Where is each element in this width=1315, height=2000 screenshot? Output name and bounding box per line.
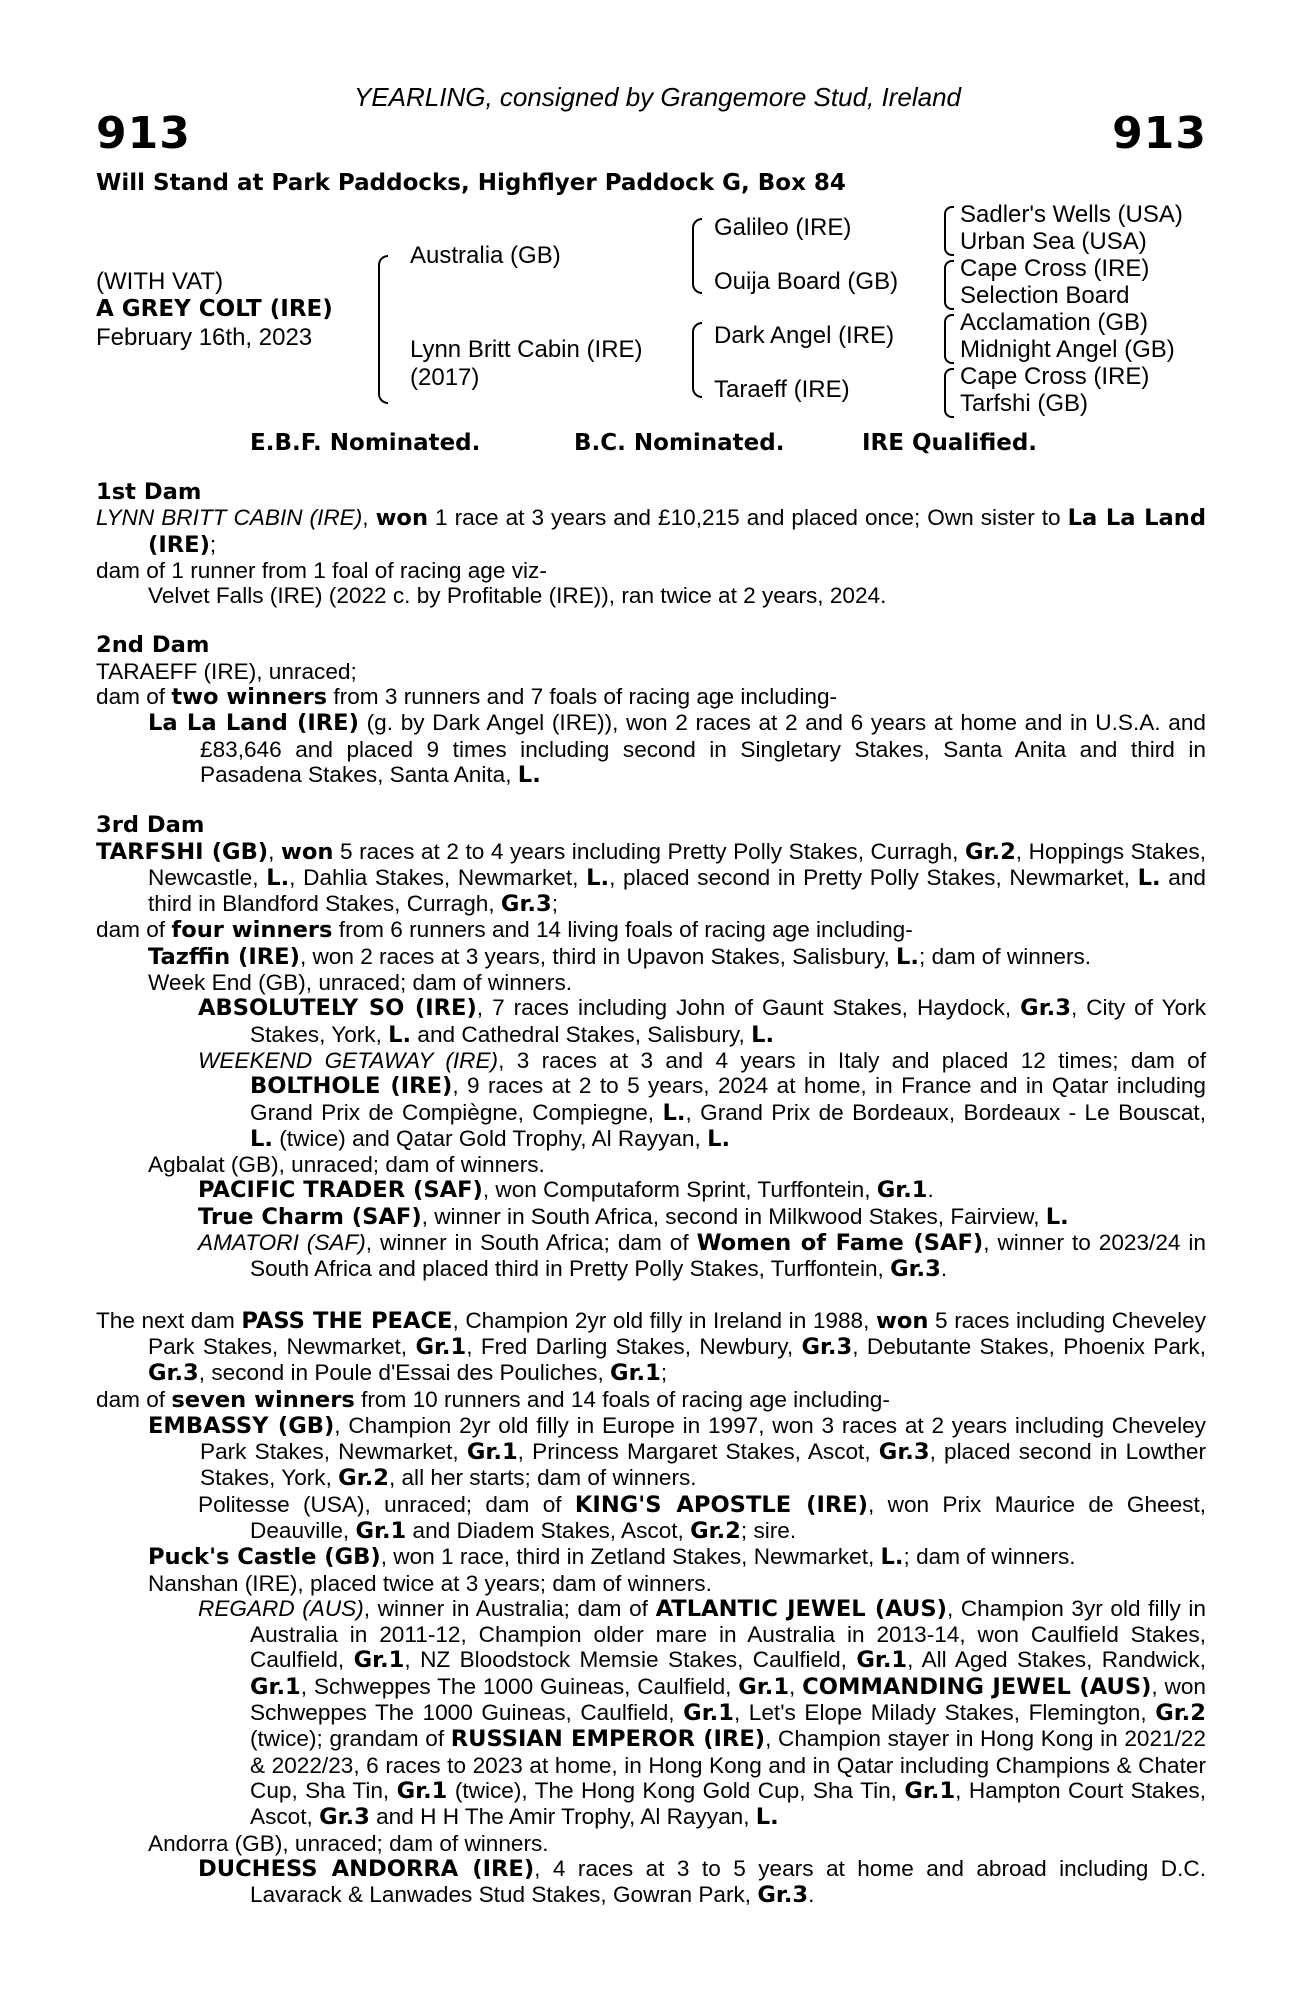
produce-summary: dam of two winners from 3 runners and 7 foals of racing age including-	[96, 684, 838, 711]
catalogue-body	[96, 480, 1206, 1908]
ebf-nomination: E.B.F. Nominated.	[250, 430, 481, 456]
sire-dam: Ouija Board (GB)	[714, 268, 899, 295]
ancestor-2: Urban Sea (USA)	[960, 228, 1147, 255]
dam-entry: The next dam PASS THE PEACE, Champion 2yr old filly in Ireland in 1988, won 5 races including Cheveley Park Stakes, Newmarket, Gr.1, Fred Darling Stakes, Newbury, Gr.3, Debutante Stakes, Phoenix Park, Gr.3, second in Poule d'Essai des Pouliches, Gr.1;	[96, 1307, 1207, 1387]
first-dam-section	[96, 480, 1206, 608]
ancestor-6: Midnight Angel (GB)	[960, 336, 1175, 363]
produce-entry: Nanshan (IRE), placed twice at 3 years; dam of winners.	[148, 1570, 712, 1596]
ancestor-7: Cape Cross (IRE)	[960, 363, 1150, 390]
section-heading: 1st Dam	[96, 479, 202, 505]
ancestor-4: Selection Board	[960, 282, 1130, 309]
produce-entry: DUCHESS ANDORRA (IRE), 4 races at 3 to 5 years at home and abroad including D.C. Lavarack & Lanwades Stud Stakes, Gowran Park, Gr.3.	[198, 1855, 1206, 1909]
second-dam-section	[96, 633, 1206, 788]
dam-name: Lynn Britt Cabin (IRE)	[410, 336, 643, 363]
produce-entry: Velvet Falls (IRE) (2022 c. by Profitable (IRE)), ran twice at 2 years, 2024.	[148, 583, 887, 609]
produce-summary: dam of seven winners from 10 runners and 14 foals of racing age including-	[96, 1386, 890, 1413]
foaling-date: February 16th, 2023	[96, 324, 313, 351]
bc-nomination: B.C. Nominated.	[574, 430, 785, 456]
lot-number-right: 913	[1112, 108, 1207, 159]
produce-entry: Agbalat (GB), unraced; dam of winners.	[148, 1152, 545, 1178]
brace-dam	[692, 322, 702, 398]
dam-entry: TARAEFF (IRE), unraced;	[96, 658, 357, 684]
next-dam-section	[96, 1308, 1206, 1909]
produce-entry: Tazffin (IRE), won 2 races at 3 years, third in Upavon Stakes, Salisbury, L.; dam of winners.	[148, 943, 1092, 970]
brace-main	[378, 255, 388, 404]
produce-entry: AMATORI (SAF), winner in South Africa; dam of Women of Fame (SAF), winner to 2023/24 in South Africa and placed third in Pretty Polly Stakes, Turffontein, Gr.3.	[198, 1230, 1206, 1283]
consignment-line: YEARLING, consigned by Grangemore Stud, Ireland	[354, 82, 961, 112]
brace-g34	[944, 260, 954, 310]
brace-g78	[944, 368, 954, 418]
produce-entry: REGARD (AUS), winner in Australia; dam of ATLANTIC JEWEL (AUS), Champion 3yr old filly in Australia in 2011-12, Champion older mare in Australia in 2013-14, won Caulfield Stakes, Caulfield, Gr.1, NZ Bloodstock Memsie Stakes, Caulfield, Gr.1, All Aged Stakes, Randwick, Gr.1, Schweppes The 1000 Guineas, Caulfield, Gr.1, COMMANDING JEWEL (AUS), won Schweppes The 1000 Guineas, Caulfield, Gr.1, Let's Elope Milady Stakes, Flemington, Gr.2 (twice); grandam of RUSSIAN EMPEROR (IRE), Champion stayer in Hong Kong in 2021/22 & 2022/23, 6 races to 2023 at home, in Hong Kong and in Qatar including Champions & Chater Cup, Sha Tin, Gr.1 (twice), The Hong Kong Gold Cup, Sha Tin, Gr.1, Hampton Court Stakes, Ascot, Gr.3 and H H The Amir Trophy, Al Rayyan, L.	[198, 1595, 1206, 1831]
vat-note: (WITH VAT)	[96, 268, 224, 295]
stand-location: Will Stand at Park Paddocks, Highflyer Paddock G, Box 84	[96, 170, 846, 196]
produce-entry: Politesse (USA), unraced; dam of KING'S APOSTLE (IRE), won Prix Maurice de Gheest, Deauville, Gr.1 and Diadem Stakes, Ascot, Gr.2; sire.	[198, 1491, 1206, 1544]
dam-entry: TARFSHI (GB), won 5 races at 2 to 4 years including Pretty Polly Stakes, Curragh, Gr.2, Hoppings Stakes, Newcastle, L., Dahlia Stakes, Newmarket, L., placed second in Pretty Polly Stakes, Newmarket, L. and third in Blandford Stakes, Curragh, Gr.3;	[96, 838, 1206, 918]
brace-g56	[944, 314, 954, 364]
lot-number-left: 913	[96, 108, 191, 159]
produce-summary: dam of four winners from 6 runners and 14 living foals of racing age including-	[96, 917, 913, 944]
dam-year: (2017)	[410, 364, 480, 391]
produce-entry: True Charm (SAF), winner in South Africa, second in Milkwood Stakes, Fairview, L.	[198, 1203, 1069, 1230]
sire-sire: Galileo (IRE)	[714, 214, 852, 241]
section-heading: 2nd Dam	[96, 632, 210, 659]
brace-g12	[944, 206, 954, 256]
dam-dam: Taraeff (IRE)	[714, 376, 850, 403]
third-dam-section	[96, 813, 1206, 1282]
dam-sire: Dark Angel (IRE)	[714, 322, 895, 349]
sire-name: Australia (GB)	[410, 242, 561, 269]
produce-entry: ABSOLUTELY SO (IRE), 7 races including John of Gaunt Stakes, Haydock, Gr.3, City of York Stakes, York, L. and Cathedral Stakes, Salisbury, L.	[198, 995, 1206, 1048]
produce-entry: WEEKEND GETAWAY (IRE), 3 races at 3 and 4 years in Italy and placed 12 times; dam of BOLTHOLE (IRE), 9 races at 2 to 5 years, 2024 at home, in France and in Qatar including Grand Prix de Compiègne, Compiegne, L., Grand Prix de Bordeaux, Bordeaux - Le Bouscat, L. (twice) and Qatar Gold Trophy, Al Rayyan, L.	[198, 1047, 1206, 1152]
produce-entry: Week End (GB), unraced; dam of winners.	[148, 970, 573, 996]
ancestor-8: Tarfshi (GB)	[960, 390, 1089, 417]
produce-entry: Puck's Castle (GB), won 1 race, third in Zetland Stakes, Newmarket, L.; dam of winners.	[148, 1544, 1076, 1571]
produce-summary: dam of 1 runner from 1 foal of racing age viz-	[96, 557, 547, 583]
dam-entry: LYNN BRITT CABIN (IRE), won 1 race at 3 years and £10,215 and placed once; Own sister to La La Land (IRE);	[96, 505, 1207, 558]
produce-entry: EMBASSY (GB), Champion 2yr old filly in Europe in 1997, won 3 races at 2 years including Cheveley Park Stakes, Newmarket, Gr.1, Princess Margaret Stakes, Ascot, Gr.3, placed second in Lowther Stakes, York, Gr.2, all her starts; dam of winners.	[148, 1412, 1206, 1492]
produce-entry: La La Land (IRE) (g. by Dark Angel (IRE)), won 2 races at 2 and 6 years at home and in U.S.A. and £83,646 and placed 9 times including second in Singletary Stakes, Santa Anita and third in Pasadena Stakes, Santa Anita, L.	[148, 710, 1206, 788]
section-heading: 3rd Dam	[96, 812, 205, 839]
produce-entry: Andorra (GB), unraced; dam of winners.	[148, 1830, 549, 1856]
ancestor-5: Acclamation (GB)	[960, 309, 1149, 336]
brace-sire	[692, 218, 702, 294]
ancestor-3: Cape Cross (IRE)	[960, 255, 1150, 282]
ancestor-1: Sadler's Wells (USA)	[960, 201, 1183, 228]
ire-qualified: IRE Qualified.	[862, 430, 1038, 456]
lot-name: A GREY COLT (IRE)	[96, 296, 333, 322]
produce-entry: PACIFIC TRADER (SAF), won Computaform Sprint, Turffontein, Gr.1.	[198, 1177, 934, 1204]
